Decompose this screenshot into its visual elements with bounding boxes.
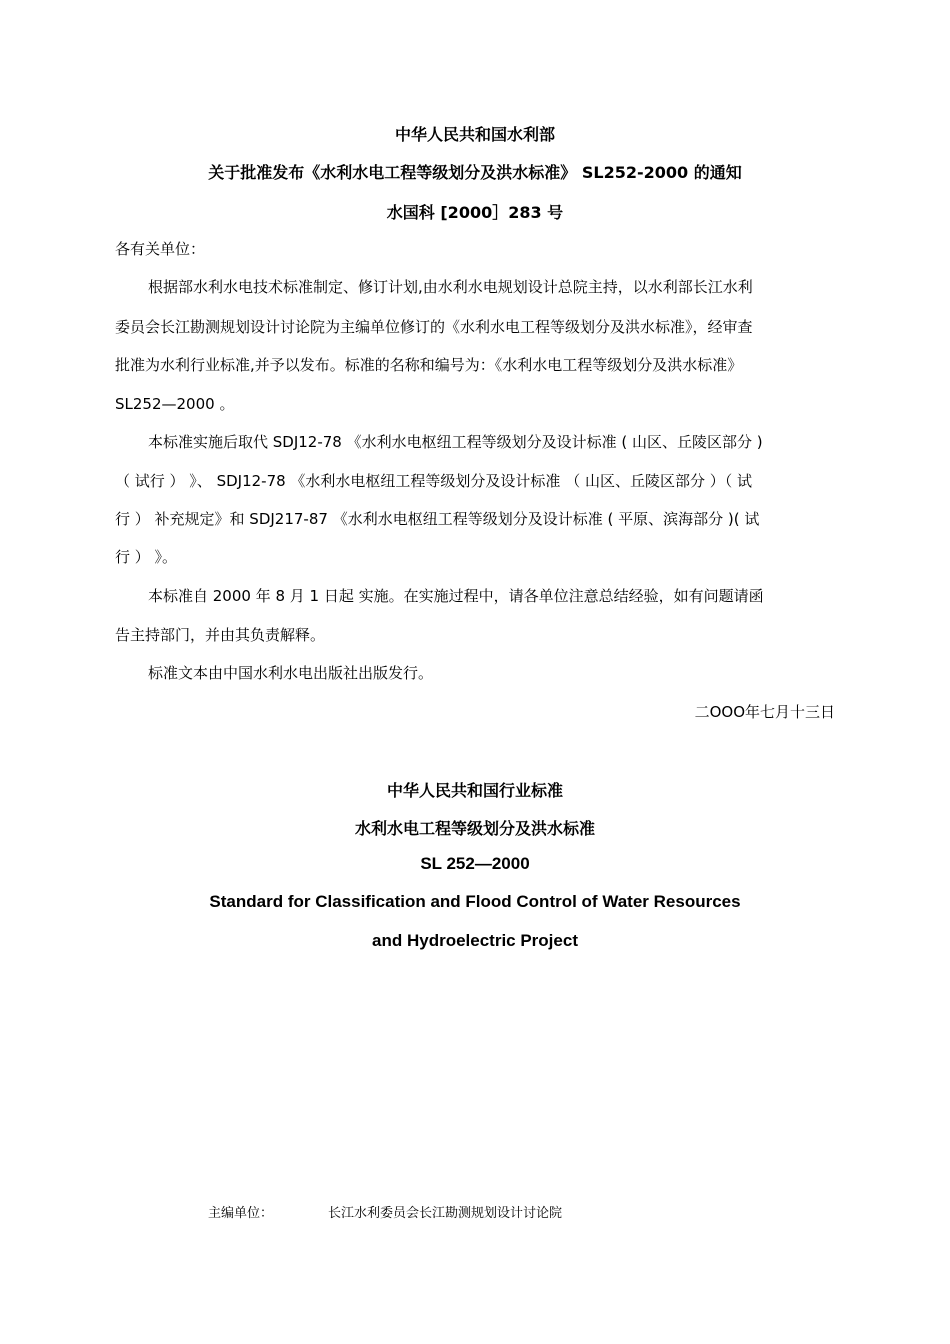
chief-editor-value: 长江水利委员会长江勘测规划设计讨论院: [328, 1206, 563, 1221]
standard-name-en-line-1: Standard for Classification and Flood Control of Water Resources: [209, 892, 741, 911]
standard-name-cn: 水利水电工程等级划分及洪水标准: [354, 819, 595, 838]
notice-date: 二OOO年七月十三日: [694, 703, 835, 721]
document-number: 水国科 [2000］283 号: [386, 203, 564, 222]
notice-title: 关于批准发布《水利水电工程等级划分及洪水标准》 SL252-2000 的通知: [208, 163, 742, 182]
paragraph-3-line-2: 告主持部门，并由其负责解释。: [115, 626, 326, 644]
paragraph-1-line-2: 委员会长江勘测规划设计讨论院为主编单位修订的《水利水电工程等级划分及洪水标准》，经审查: [115, 318, 753, 336]
paragraph-1-line-1: 根据部水利水电技术标准制定、修订计划,由水利水电规划设计总院主持，以水利部长江水利: [148, 278, 753, 296]
paragraph-2-line-3: 行 ） 补充规定》和 SDJ217-87 《水利水电枢纽工程等级划分及设计标准 ( 平原、滨海部分 )( 试: [115, 510, 760, 528]
paragraph-4-line-1: 标准文本由中国水利水电出版社出版发行。: [148, 664, 434, 682]
paragraph-1-line-4: SL252—2000 。: [115, 395, 235, 413]
paragraph-2-line-4: 行 ） 》。: [115, 548, 178, 566]
standard-code: SL 252—2000: [420, 854, 530, 873]
paragraph-3-line-1: 本标准自 2000 年 8 月 1 日起 实施。在实施过程中，请各单位注意总结经验，如有问题请函: [148, 587, 764, 605]
standard-name-en-line-2: and Hydroelectric Project: [372, 931, 578, 950]
chief-editor-label: 主编单位：: [208, 1206, 274, 1221]
paragraph-2-line-1: 本标准实施后取代 SDJ12-78 《水利水电枢纽工程等级划分及设计标准 ( 山区、丘陵区部分 ): [148, 433, 763, 451]
salutation: 各有关单位：: [115, 240, 206, 258]
standard-category: 中华人民共和国行业标准: [386, 781, 563, 800]
paragraph-2-line-2: （ 试行 ） 》、 SDJ12-78 《水利水电枢纽工程等级划分及设计标准 （ 山区、丘陵区部分 ）（ 试: [115, 472, 752, 490]
issuing-org: 中华人民共和国水利部: [394, 125, 555, 144]
paragraph-1-line-3: 批准为水利行业标准,并予以发布。标准的名称和编号为：《水利水电工程等级划分及洪水标准》: [115, 356, 743, 374]
